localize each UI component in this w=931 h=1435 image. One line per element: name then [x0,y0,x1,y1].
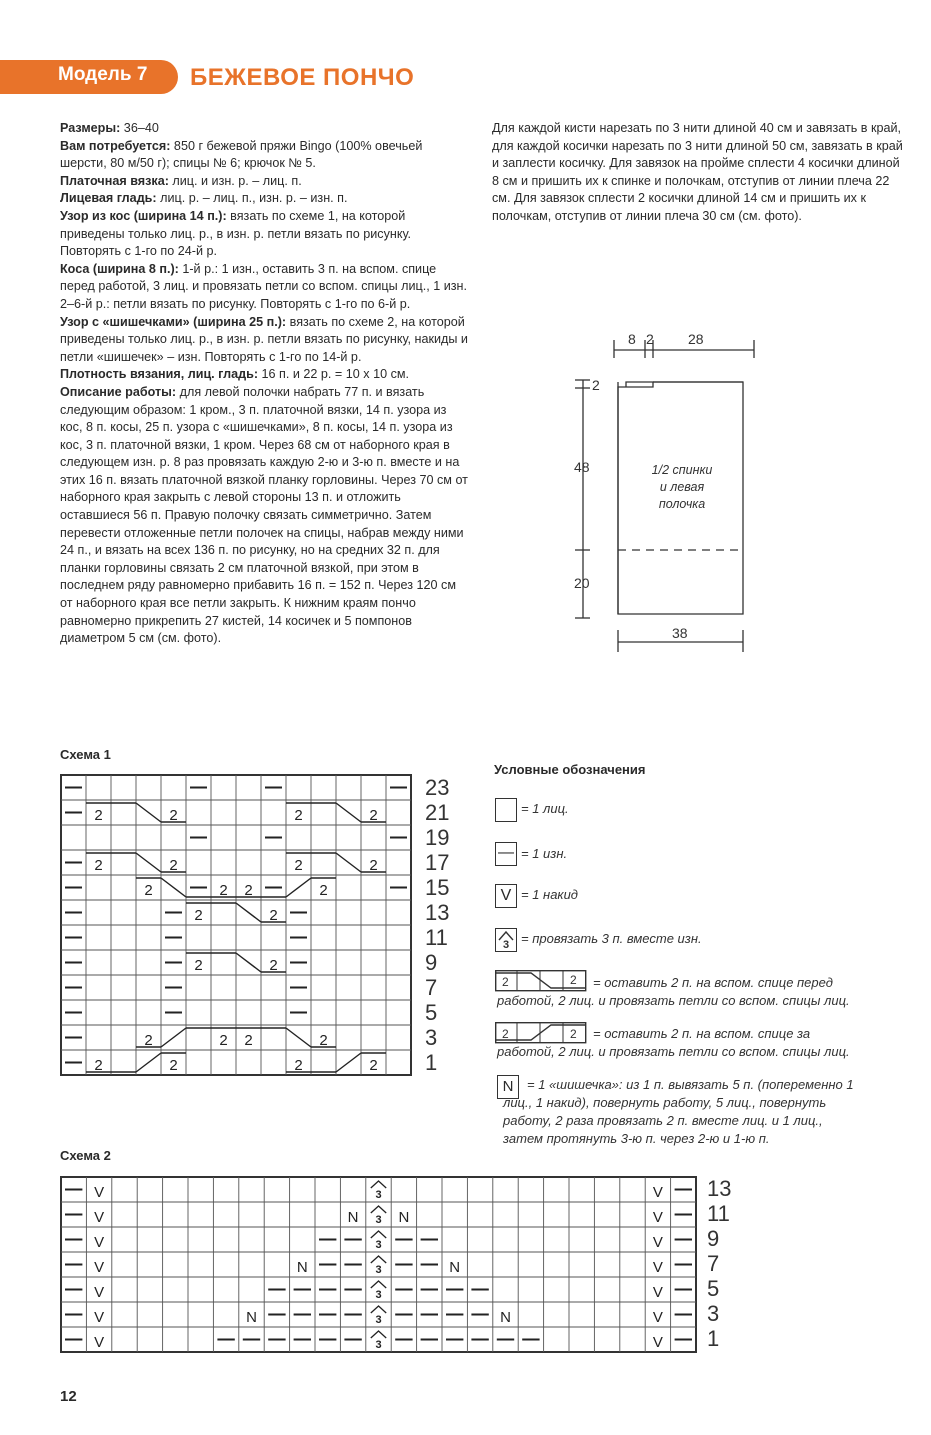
row-number: 9 [425,950,438,975]
scheme2-grid [60,1176,700,1356]
svg-text:N: N [500,1309,511,1326]
svg-text:3: 3 [375,1239,382,1251]
svg-text:V: V [652,1209,663,1226]
dim-20: 20 [574,575,590,591]
svg-text:2: 2 [369,857,378,874]
row-number: 7 [425,975,438,1000]
svg-text:2: 2 [319,1032,328,1049]
row-number: 7 [707,1251,720,1276]
row-number: 15 [425,875,450,900]
svg-text:V: V [94,1309,105,1326]
instructions-left [60,120,468,648]
svg-text:и левая: и левая [659,480,705,494]
dim-2: 2 [646,331,654,347]
svg-text:2: 2 [369,807,378,824]
scheme1-rows [425,776,465,1076]
svg-text:2: 2 [219,882,228,899]
page-title: БЕЖЕВОЕ ПОНЧО [190,64,415,91]
svg-text:V: V [94,1234,105,1251]
svg-text:2: 2 [144,882,153,899]
legend-purl-text: = 1 изн. [521,846,568,861]
svg-text:2: 2 [269,907,278,924]
scheme1-title: Схема 1 [60,747,111,762]
para: Узор с «шишечками» (ширина 25 п.): вязать по схеме 2, на которой приведены только лиц. р., в изн. р. петли вязать по рисунку, накиды и петли «шишечек» – изн. Повторять с 1-го по 14-й р. [60,314,468,364]
legend-knit-text: = 1 лиц. [521,801,569,816]
svg-text:V: V [94,1209,105,1226]
row-number: 5 [425,1000,438,1025]
legend-yarnover-text: = 1 накид [521,887,578,902]
svg-text:V: V [94,1184,105,1201]
row-number: 1 [425,1050,438,1075]
para: Плотность вязания, лиц. гладь: 16 п. и 22 р. = 10 х 10 см. [60,367,410,382]
svg-text:3: 3 [503,939,510,951]
svg-text:V: V [652,1259,663,1276]
svg-text:3: 3 [375,1189,382,1201]
row-number: 19 [425,825,450,850]
scheme1-grid [60,774,416,1076]
svg-text:2: 2 [294,857,303,874]
para: Платочная вязка: лиц. и изн. р. – лиц. п. [60,173,302,188]
svg-text:2: 2 [169,1057,178,1074]
row-number: 11 [707,1201,730,1226]
dim-28: 28 [688,331,704,347]
scheme2-rows [707,1177,747,1352]
legend-3tog-text: = провязать 3 п. вместе изн. [521,931,702,946]
legend-cable-back-text: = оставить 2 п. на вспом. спице за работой, 2 лиц. и провязать петли со вспом. спицы лиц. [497,1026,850,1059]
svg-text:2: 2 [570,973,577,987]
legend-purl-symbol: — [495,842,517,866]
para: Лицевая гладь: лиц. р. – лиц. п., изн. р. – изн. п. [60,191,348,206]
dim-48: 48 [574,459,590,475]
dim-8: 8 [628,331,636,347]
svg-text:N: N [449,1259,461,1276]
para: Коса (ширина 8 п.): 1-й р.: 1 изн., оставить 3 п. на вспом. спице перед работой, 3 лиц. и провязать петли со вспом. спицы лиц., 1 изн. 2–6-й р.: петли вязать по рисунку. Повторять с 1-го по 6-й р. [60,261,467,311]
page-number: 12 [60,1388,77,1405]
svg-text:полочка: полочка [658,497,706,511]
row-number: 23 [425,775,450,800]
svg-text:V: V [652,1284,663,1301]
row-number: 21 [425,800,450,825]
row-number: 5 [707,1276,720,1301]
svg-text:2: 2 [94,857,103,874]
row-number: 13 [707,1176,732,1201]
svg-text:2: 2 [294,807,303,824]
svg-text:2: 2 [502,975,509,989]
svg-text:N: N [347,1209,359,1226]
row-number: 9 [707,1226,720,1251]
svg-text:2: 2 [144,1032,153,1049]
svg-text:3: 3 [375,1314,382,1326]
legend-title: Условные обозначения [494,762,646,777]
svg-text:2: 2 [94,807,103,824]
legend-knit-symbol [495,798,517,822]
row-number: 3 [707,1301,720,1326]
svg-text:2: 2 [219,1032,228,1049]
svg-text:2: 2 [570,1027,577,1041]
svg-text:N: N [296,1259,308,1276]
row-number: 11 [425,925,448,950]
svg-text:2: 2 [94,1057,103,1074]
row-number: 1 [707,1326,720,1351]
svg-text:2: 2 [319,882,328,899]
row-number: 13 [425,900,450,925]
svg-text:V: V [94,1284,105,1301]
svg-text:3: 3 [375,1339,382,1351]
svg-text:V: V [652,1184,663,1201]
legend-3tog-symbol [495,928,517,952]
svg-text:V: V [652,1334,663,1351]
svg-text:N: N [246,1309,257,1326]
svg-text:2: 2 [269,957,278,974]
dim-38: 38 [672,625,688,641]
svg-text:3: 3 [375,1214,382,1226]
svg-text:V: V [652,1309,663,1326]
instructions-right: Для каждой кисти нарезать по 3 нити длиной 40 см и завязать в край, для каждой косички нарезать по 3 нити длиной 50 см, завязать в край и заплести косичку. Для завязок на пройме сплести 4 косички длиной 8 см и пришить их к спинке и полочкам, отступив от линии плеча 22 см. Для завязок сплести 2 косички длиной 14 см и пришить их к полочкам, отступив от линии плеча 30 см (см. фото). [492,121,903,223]
svg-text:2: 2 [194,957,203,974]
row-number: 3 [425,1025,438,1050]
para: Описание работы: для левой полочки набрать 77 п. и вязать следующим образом: 1 кром., 3 п. платочной вязки, 14 п. узора из кос, 8 п. косы, 25 п. узора с «шишечками», 8 п. косы, 14 п. узора из кос, 3 п. платочной вязки, 1 кром. Через 68 см от наборного края в следующем изн. р. 8 раз провязать каждую 2-ю и 3-ю п. вместе и на этих 16 п. вязать платочной вязкой планку горловины. Через 70 см от наборного края закрыть с левой стороны 13 п. и отложить оставшиеся 56 п. Правую полочку связать симметрично. Затем перевести отложенные петли полочек на спицы, набрав между ними 24 п., и вязать на всех 136 п. по рисунку, но на средних 32 п. для планки горловины связать 2 см платочной вязкой, при этом в последнем ряду равномерно прибавить 16 п. = 152 п. Через 120 см от наборного края все петли закрыть. К нижним краям пончо равномерно прикрепить 27 кистей, 14 косичек и 5 помпонов диаметром 5 см (см. фото). [60,384,468,646]
legend-yarnover-symbol: V [495,884,517,908]
svg-text:2: 2 [502,1027,509,1041]
svg-text:2: 2 [294,1057,303,1074]
svg-text:V: V [94,1334,105,1351]
dim-left-2: 2 [592,377,600,393]
svg-text:2: 2 [244,882,253,899]
svg-text:N: N [398,1209,410,1226]
svg-text:3: 3 [375,1289,382,1301]
legend-bobble-text: = 1 «шишечка»: из 1 п. вывязать 5 п. (попеременно 1 лиц., 1 накид), повернуть работу, 5 лиц., повернуть работу, 2 раза провязать 2 п. вместе лиц. и 1 лиц., затем протянуть 3-ю п. через 2-ю и 1-ю п. [503,1077,854,1146]
model-label: Модель 7 [58,64,148,85]
svg-text:2: 2 [169,807,178,824]
svg-text:2: 2 [244,1032,253,1049]
pattern-diagram [570,322,770,662]
scheme2-title: Схема 2 [60,1148,111,1163]
para: Вам потребуется: 850 г бежевой пряжи Bingo (100% овечьей шерсти, 80 м/50 г); спицы № 6; крючок № 5. [60,138,423,171]
legend-bobble-symbol: N [497,1075,519,1099]
legend-cable-front-text: = оставить 2 п. на вспом. спице перед работой, 2 лиц. и провязать петли со вспом. спицы лиц. [497,975,850,1008]
svg-text:V: V [652,1234,663,1251]
row-number: 17 [425,850,450,875]
svg-text:2: 2 [194,907,203,924]
svg-text:3: 3 [375,1264,382,1276]
para: Узор из кос (ширина 14 п.): вязать по схеме 1, на которой приведены только лиц. р., в изн. р. петли вязать по рисунку. Повторять с 1-го по 24-й р. [60,208,412,259]
svg-text:2: 2 [169,857,178,874]
svg-text:2: 2 [369,1057,378,1074]
para: Размеры: 36–40 [60,121,159,135]
svg-text:V: V [94,1259,105,1276]
svg-text:1/2 спинки: 1/2 спинки [651,463,713,477]
